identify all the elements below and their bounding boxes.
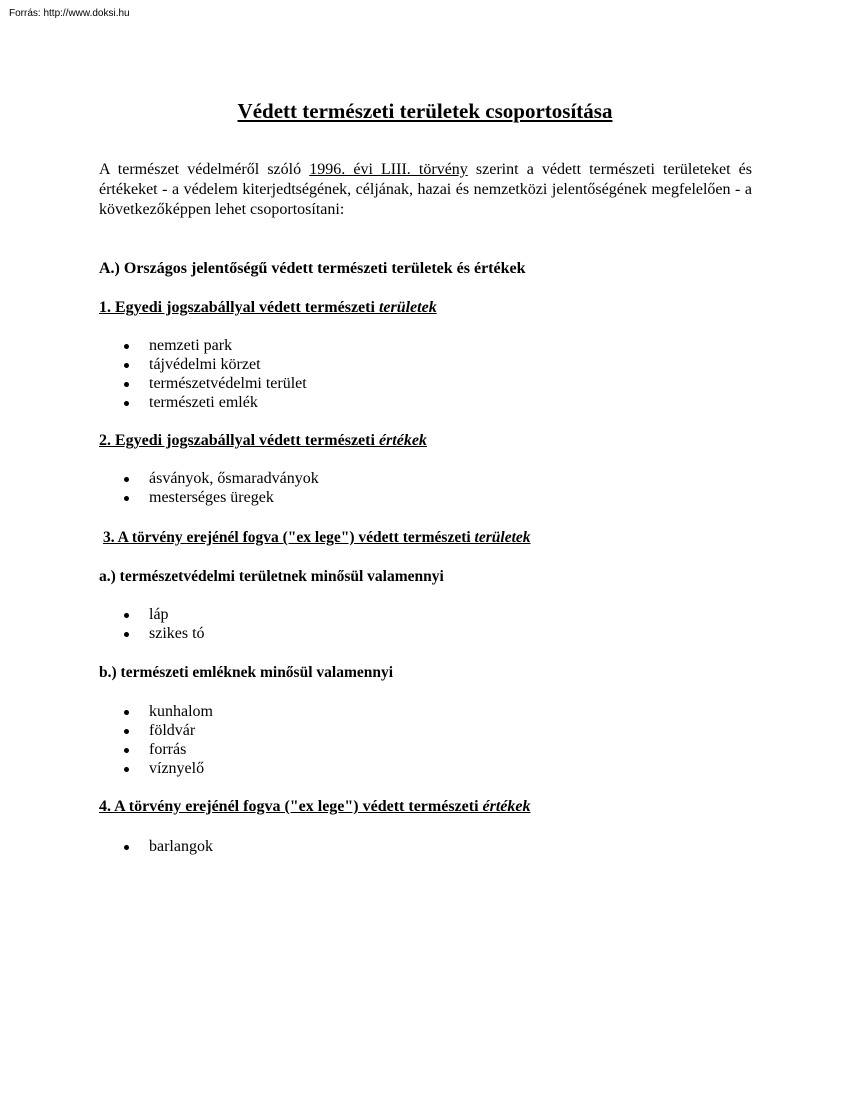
heading-1-text: 1. Egyedi jogszabállyal védett természeti (99, 299, 379, 316)
heading-2-emphasis: értékek (378, 432, 427, 449)
law-reference: 1996. évi LIII. törvény (309, 161, 468, 178)
list-3b (124, 702, 213, 778)
list-item: forrás (124, 740, 213, 759)
list-item: nemzeti park (124, 336, 307, 355)
subheading-b: b.) természeti emléknek minősül valamennyi (99, 664, 394, 681)
intro-paragraph (99, 160, 752, 220)
heading-3-emphasis: területek (474, 529, 531, 546)
heading-4 (99, 797, 531, 817)
list-item: természeti emlék (124, 393, 307, 412)
heading-1 (99, 298, 437, 318)
heading-3-text: 3. A törvény erejénél fogva ("ex lege") védett természeti (103, 529, 475, 546)
list-item: szikes tó (124, 624, 205, 643)
intro-before: A természet védelméről szóló (99, 161, 310, 178)
source-label: Forrás: http://www.doksi.hu (9, 8, 130, 19)
heading-3 (103, 528, 531, 548)
list-item: ásványok, ősmaradványok (124, 469, 319, 488)
list-item: kunhalom (124, 702, 213, 721)
page-title: Védett természeti területek csoportosítása (237, 99, 613, 123)
heading-2 (99, 431, 427, 451)
heading-4-emphasis: értékek (482, 798, 531, 815)
list-3a (124, 605, 205, 643)
heading-1-emphasis: területek (378, 299, 437, 316)
list-4 (124, 837, 213, 856)
list-item: tájvédelmi körzet (124, 355, 307, 374)
heading-4-text: 4. A törvény erejénél fogva ("ex lege") védett természeti (99, 798, 483, 815)
subheading-a: a.) természetvédelmi területnek minősül valamennyi (99, 568, 444, 585)
list-item: láp (124, 605, 205, 624)
intro-after: szerint a védett természeti területeket és értékeket - a védelem kiterjedtségének, céljának, hazai és nemzetközi jelentőségének megfelelően - a következőképpen lehet csoportosítani: (99, 161, 752, 218)
list-item: földvár (124, 721, 213, 740)
section-a-heading: A.) Országos jelentőségű védett természeti területek és értékek (99, 260, 526, 277)
list-2 (124, 469, 319, 507)
list-1 (124, 336, 307, 412)
list-item: víznyelő (124, 759, 213, 778)
list-item: természetvédelmi terület (124, 374, 307, 393)
list-item: mesterséges üregek (124, 488, 319, 507)
list-item: barlangok (124, 837, 213, 856)
heading-2-text: 2. Egyedi jogszabállyal védett természeti (99, 432, 379, 449)
